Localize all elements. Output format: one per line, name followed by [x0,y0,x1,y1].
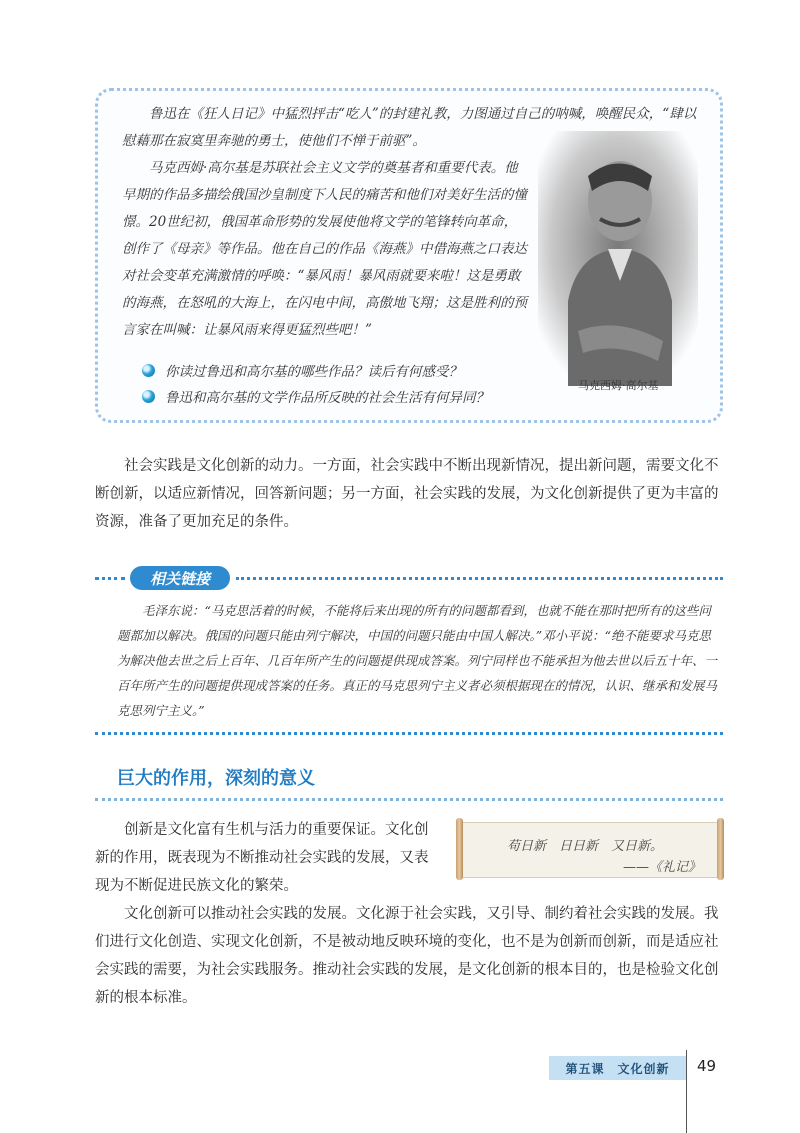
question-text: 你读过鲁迅和高尔基的哪些作品？读后有何感受？ [165,364,462,380]
section-paragraph: 文化创新可以推动社会实践的发展。文化源于社会实践，又引导、制约着社会实践的发展。我们进行文化创造、实现文化创新，不是被动地反映环境的变化，也不是为创新而创新，而是适应社会实践的需要，为社会实践服务。推动社会实践的发展，是文化创新的根本目的，也是检验文化创新的根本标准。 [95,906,719,1006]
question-item [142,357,489,383]
quote-text: 苟日新 日日新 又日新。 [507,839,664,854]
question-list [142,357,489,409]
chapter-label: 第五课 文化创新 [549,1056,686,1080]
divider-dots [236,577,723,580]
quote-source: ——《礼记》 [623,860,702,875]
bullet-icon [142,364,155,377]
heading-underline-dots [95,798,723,801]
section-heading: 巨大的作用，深刻的意义 [117,768,315,789]
footer-divider [686,1050,687,1133]
reading-box [95,88,723,423]
lu-xun-paragraph: 鲁迅在《狂人日记》中猛烈抨击“吃人”的封建礼教，力图通过自己的呐喊，唤醒民众，“肆以慰藉那在寂寞里奔驰的勇士，使他们不惮于前驱”。 [122,106,697,149]
related-link-tag: 相关链接 [130,566,230,590]
question-item [142,383,489,409]
body-paragraph: 社会实践是文化创新的动力。一方面，社会实践中不断出现新情况，提出新问题，需要文化不断创新，以适应新情况，回答新问题；另一方面，社会实践的发展，为文化创新提供了更为丰富的资源，准备了更加充足的条件。 [95,458,719,530]
scroll-rod-right [717,818,724,880]
divider-dots [95,577,125,580]
bullet-icon [142,390,155,403]
section-paragraph: 创新是文化富有生机与活力的重要保证。文化创新的作用，既表现为不断推动社会实践的发展，又表现为不断促进民族文化的繁荣。 [95,822,429,894]
quote-scroll [456,818,724,880]
divider-dots [95,732,723,735]
related-link-text: 毛泽东说：“马克思活着的时候，不能将后来出现的所有的问题都看到，也就不能在那时把所有的这些问题都加以解决。俄国的问题只能由列宁解决，中国的问题只能由中国人解决。”邓小平说：“绝不能要求马克思为解决他去世之后上百年、几百年所产生的问题提供现成答案。列宁同样也不能承担为他去世以后五十年、一百年所产生的问题提供现成答案的任务。真正的马克思列宁主义者必须根据现在的情况，认识、继承和发展马克思列宁主义。” [117,603,718,718]
gorky-portrait-image [538,131,698,386]
scroll-rod-left [456,818,463,880]
gorky-paragraph: 马克西姆·高尔基是苏联社会主义文学的奠基者和重要代表。他早期的作品多描绘俄国沙皇制度下人民的痛苦和他们对美好生活的憧憬。20世纪初，俄国革命形势的发展使他将文学的笔锋转向革命，创作了《母亲》等作品。他在自己的作品《海燕》中借海燕之口表达对社会变革充满激情的呼唤：“暴风雨！暴风雨就要来啦！这是勇敢的海燕，在怒吼的大海上，在闪电中间，高傲地飞翔；这是胜利的预言家在叫喊：让暴风雨来得更猛烈些吧！” [122,160,527,338]
page-number: 49 [697,1057,717,1075]
quote-scroll-body [462,822,720,878]
question-text: 鲁迅和高尔基的文学作品所反映的社会生活有何异同？ [165,390,489,406]
portrait-caption: 马克西姆·高尔基 [578,379,659,392]
